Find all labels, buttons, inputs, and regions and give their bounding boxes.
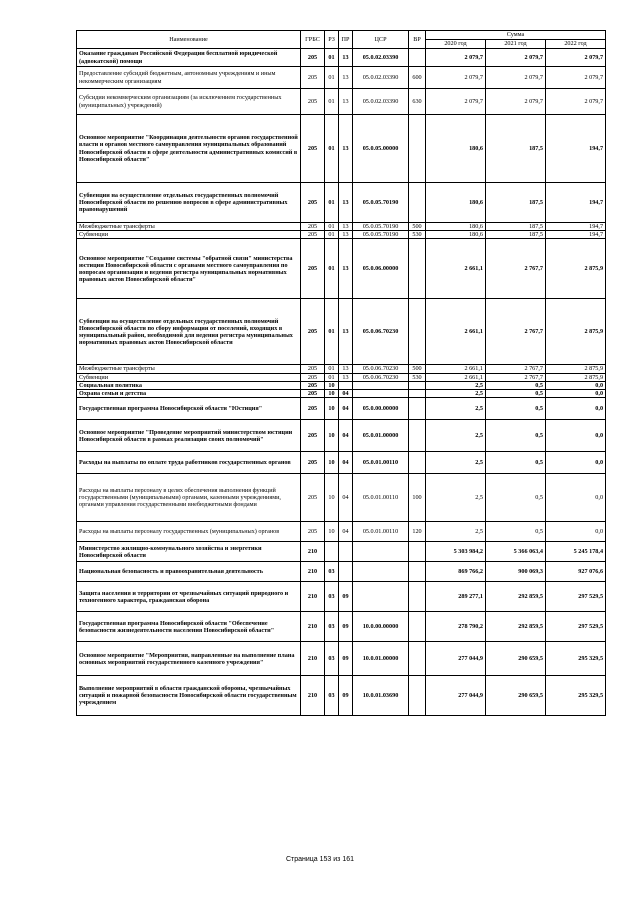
cell-name: Межбюджетные трансферты [77, 365, 301, 373]
cell-2020: 2 079,7 [426, 49, 486, 67]
cell-grbs: 205 [301, 452, 325, 474]
cell-vr: 500 [409, 365, 426, 373]
page-number: Страница 153 из 161 [285, 856, 355, 863]
cell-grbs: 210 [301, 612, 325, 642]
cell-vr [409, 542, 426, 562]
cell-csr: 10.0.01.00000 [353, 642, 409, 676]
table-row [77, 67, 606, 89]
header-year-2021: 2021 год [486, 40, 546, 49]
cell-2020: 180,6 [426, 183, 486, 223]
cell-name: Государственная программа Новосибирской области "Обеспечение безопасности жизнедеятельности населения Новосибирской области" [77, 612, 301, 642]
cell-vr: 630 [409, 89, 426, 115]
cell-2020: 2 661,1 [426, 373, 486, 381]
cell-vr: 100 [409, 474, 426, 522]
cell-2021: 900 069,3 [486, 562, 546, 582]
table-row [77, 642, 606, 676]
cell-2020: 277 044,9 [426, 676, 486, 716]
cell-vr [409, 642, 426, 676]
table-row [77, 299, 606, 365]
table-row [77, 231, 606, 239]
cell-rz: 01 [325, 115, 339, 183]
cell-csr: 05.0.06.00000 [353, 239, 409, 299]
cell-grbs: 205 [301, 420, 325, 452]
header-vr: ВР [409, 31, 426, 49]
cell-vr [409, 390, 426, 398]
cell-vr [409, 562, 426, 582]
cell-csr: 05.0.01.00110 [353, 522, 409, 542]
cell-2022: 2 079,7 [546, 67, 606, 89]
cell-csr: 05.0.01.00110 [353, 474, 409, 522]
cell-pr: 09 [339, 676, 353, 716]
cell-vr [409, 582, 426, 612]
cell-name: Субвенции [77, 373, 301, 381]
cell-2020: 2,5 [426, 390, 486, 398]
cell-vr [409, 676, 426, 716]
cell-csr: 10.0.01.03690 [353, 676, 409, 716]
cell-pr: 13 [339, 299, 353, 365]
cell-vr [409, 183, 426, 223]
cell-2022: 0,0 [546, 420, 606, 452]
cell-name: Субсидии некоммерческим организациям (за исключением государственных (муниципальных) учреждений) [77, 89, 301, 115]
cell-pr: 04 [339, 420, 353, 452]
cell-rz: 03 [325, 612, 339, 642]
cell-rz: 10 [325, 390, 339, 398]
cell-rz: 03 [325, 676, 339, 716]
cell-2022: 2 875,9 [546, 373, 606, 381]
cell-2020: 289 277,1 [426, 582, 486, 612]
cell-vr: 120 [409, 522, 426, 542]
cell-2022: 0,0 [546, 390, 606, 398]
cell-rz [325, 542, 339, 562]
cell-grbs: 210 [301, 542, 325, 562]
header-csr: ЦСР [353, 31, 409, 49]
cell-csr: 05.0.01.00110 [353, 452, 409, 474]
cell-2022: 2 875,9 [546, 299, 606, 365]
table-row [77, 474, 606, 522]
cell-grbs: 205 [301, 89, 325, 115]
cell-rz: 10 [325, 474, 339, 522]
cell-vr [409, 239, 426, 299]
cell-pr: 13 [339, 183, 353, 223]
cell-2020: 277 044,9 [426, 642, 486, 676]
cell-vr: 500 [409, 223, 426, 231]
cell-name: Основное мероприятие "Координация деятельности органов государственной власти и органов местного самоуправления муниципальных образований Новосибирской области в сфере деятельности административных комиссий в Новосибирской области" [77, 115, 301, 183]
cell-2021: 2 767,7 [486, 299, 546, 365]
cell-2020: 180,6 [426, 115, 486, 183]
cell-csr: 05.0.06.70230 [353, 365, 409, 373]
cell-pr: 09 [339, 582, 353, 612]
cell-pr: 13 [339, 89, 353, 115]
cell-2022: 194,7 [546, 223, 606, 231]
table-row [77, 562, 606, 582]
cell-pr: 13 [339, 49, 353, 67]
table-row [77, 365, 606, 373]
cell-2022: 2 875,9 [546, 365, 606, 373]
table-row [77, 452, 606, 474]
cell-pr: 13 [339, 67, 353, 89]
cell-name: Социальная политика [77, 381, 301, 389]
cell-grbs: 210 [301, 642, 325, 676]
table-row [77, 89, 606, 115]
cell-csr: 05.0.05.00000 [353, 115, 409, 183]
cell-2021: 187,5 [486, 223, 546, 231]
cell-name: Защита населения и территории от чрезвычайных ситуаций природного и техногенного характера, гражданская оборона [77, 582, 301, 612]
cell-vr [409, 420, 426, 452]
cell-pr: 13 [339, 231, 353, 239]
cell-rz: 03 [325, 642, 339, 676]
cell-grbs: 210 [301, 676, 325, 716]
cell-rz: 03 [325, 562, 339, 582]
table-row [77, 115, 606, 183]
cell-csr: 05.0.00.00000 [353, 398, 409, 420]
cell-2021: 187,5 [486, 183, 546, 223]
table-row [77, 381, 606, 389]
table-row [77, 49, 606, 67]
cell-rz: 01 [325, 231, 339, 239]
cell-grbs: 205 [301, 398, 325, 420]
cell-2022: 0,0 [546, 398, 606, 420]
cell-2021: 292 859,5 [486, 582, 546, 612]
header-pr: ПР [339, 31, 353, 49]
cell-grbs: 210 [301, 582, 325, 612]
table-row [77, 183, 606, 223]
cell-pr [339, 542, 353, 562]
table-row [77, 676, 606, 716]
table-row [77, 390, 606, 398]
cell-2021: 0,5 [486, 420, 546, 452]
cell-vr: 530 [409, 231, 426, 239]
cell-2020: 869 766,2 [426, 562, 486, 582]
cell-vr [409, 381, 426, 389]
cell-grbs: 205 [301, 115, 325, 183]
cell-pr: 13 [339, 373, 353, 381]
cell-vr [409, 452, 426, 474]
cell-name: Предоставление субсидий бюджетным, автономным учреждениям и иным некоммерческим организациям [77, 67, 301, 89]
table-row [77, 373, 606, 381]
cell-2021: 0,5 [486, 381, 546, 389]
cell-grbs: 205 [301, 365, 325, 373]
cell-2021: 2 079,7 [486, 49, 546, 67]
cell-grbs: 205 [301, 373, 325, 381]
cell-pr: 13 [339, 115, 353, 183]
table-row [77, 582, 606, 612]
cell-grbs: 205 [301, 390, 325, 398]
cell-pr: 04 [339, 390, 353, 398]
cell-name: Субвенции на осуществление отдельных государственных полномочий Новосибирской области по сбору информации от поселений, входящих в муниципальный район, необходимой для ведения регистра муниципальных нормативных правовых актов Новосибирской области [77, 299, 301, 365]
cell-2022: 295 329,5 [546, 642, 606, 676]
cell-2021: 187,5 [486, 115, 546, 183]
cell-2022: 0,0 [546, 452, 606, 474]
cell-pr: 04 [339, 452, 353, 474]
cell-2020: 5 303 984,2 [426, 542, 486, 562]
cell-2022: 2 079,7 [546, 49, 606, 67]
cell-pr: 04 [339, 522, 353, 542]
cell-rz: 03 [325, 582, 339, 612]
header-year-2020: 2020 год [426, 40, 486, 49]
cell-rz: 01 [325, 67, 339, 89]
cell-csr: 05.0.02.03390 [353, 89, 409, 115]
cell-2022: 0,0 [546, 381, 606, 389]
cell-2020: 2,5 [426, 398, 486, 420]
cell-grbs: 205 [301, 223, 325, 231]
cell-2021: 0,5 [486, 390, 546, 398]
cell-rz: 01 [325, 239, 339, 299]
budget-table-sheet [76, 30, 605, 716]
table-row [77, 223, 606, 231]
cell-csr: 05.0.05.70190 [353, 231, 409, 239]
cell-2022: 927 076,6 [546, 562, 606, 582]
cell-name: Охрана семьи и детства [77, 390, 301, 398]
cell-name: Основное мероприятие "Создание системы "обратной связи" министерства юстиции Новосибирской области с органами местного самоуправления по вопросам организации и ведения регистра муниципальных нормативных правовых актов Новосибирской области" [77, 239, 301, 299]
cell-rz: 01 [325, 49, 339, 67]
cell-name: Межбюджетные трансферты [77, 223, 301, 231]
cell-vr [409, 49, 426, 67]
cell-grbs: 205 [301, 381, 325, 389]
cell-rz: 01 [325, 183, 339, 223]
table-row [77, 420, 606, 452]
cell-csr: 05.0.01.00000 [353, 420, 409, 452]
cell-csr: 10.0.00.00000 [353, 612, 409, 642]
cell-2020: 2,5 [426, 474, 486, 522]
cell-2020: 2 661,1 [426, 299, 486, 365]
cell-name: Основное мероприятие "Проведение мероприятий министерством юстиции Новосибирской области в рамках реализации своих полномочий" [77, 420, 301, 452]
cell-vr [409, 115, 426, 183]
cell-vr [409, 398, 426, 420]
cell-2021: 0,5 [486, 474, 546, 522]
cell-pr [339, 562, 353, 582]
table-row [77, 612, 606, 642]
cell-rz: 10 [325, 522, 339, 542]
cell-pr: 09 [339, 642, 353, 676]
cell-2022: 297 529,5 [546, 612, 606, 642]
cell-2021: 5 366 063,4 [486, 542, 546, 562]
cell-2020: 2,5 [426, 522, 486, 542]
cell-name: Оказание гражданам Российской Федерации бесплатной юридической (адвокатской) помощи [77, 49, 301, 67]
cell-rz: 10 [325, 398, 339, 420]
cell-2020: 2 079,7 [426, 89, 486, 115]
table-body [77, 49, 606, 716]
cell-vr: 530 [409, 373, 426, 381]
table-row [77, 239, 606, 299]
cell-grbs: 205 [301, 231, 325, 239]
cell-name: Субвенции [77, 231, 301, 239]
cell-pr [339, 381, 353, 389]
cell-2020: 2,5 [426, 420, 486, 452]
header-sum: Сумма [426, 31, 606, 40]
cell-2021: 0,5 [486, 452, 546, 474]
cell-2021: 2 079,7 [486, 67, 546, 89]
cell-csr: 05.0.06.70230 [353, 373, 409, 381]
cell-csr [353, 381, 409, 389]
cell-2022: 2 875,9 [546, 239, 606, 299]
cell-rz: 01 [325, 373, 339, 381]
cell-2022: 2 079,7 [546, 89, 606, 115]
cell-pr: 13 [339, 365, 353, 373]
cell-name: Государственная программа Новосибирской области "Юстиция" [77, 398, 301, 420]
header-name: Наименование [77, 31, 301, 49]
cell-csr [353, 562, 409, 582]
cell-csr: 05.0.05.70190 [353, 183, 409, 223]
header-year-2022: 2022 год [546, 40, 606, 49]
cell-grbs: 205 [301, 239, 325, 299]
cell-name: Субвенции на осуществление отдельных государственных полномочий Новосибирской области по решению вопросов в сфере административных правонарушений [77, 183, 301, 223]
cell-pr: 13 [339, 223, 353, 231]
cell-vr [409, 299, 426, 365]
header-grbs: ГРБС [301, 31, 325, 49]
cell-pr: 04 [339, 474, 353, 522]
cell-name: Основное мероприятие "Мероприятия, направленные на выполнение плана основных мероприятий государственного казенного учреждения" [77, 642, 301, 676]
cell-pr: 04 [339, 398, 353, 420]
cell-2021: 2 767,7 [486, 239, 546, 299]
cell-vr: 600 [409, 67, 426, 89]
cell-2020: 278 790,2 [426, 612, 486, 642]
cell-2022: 0,0 [546, 474, 606, 522]
cell-rz: 01 [325, 365, 339, 373]
cell-csr [353, 542, 409, 562]
table-row [77, 398, 606, 420]
cell-2020: 2,5 [426, 381, 486, 389]
cell-rz: 10 [325, 420, 339, 452]
cell-2020: 180,6 [426, 223, 486, 231]
cell-2021: 0,5 [486, 522, 546, 542]
cell-2021: 2 079,7 [486, 89, 546, 115]
cell-2021: 2 767,7 [486, 365, 546, 373]
cell-2022: 194,7 [546, 115, 606, 183]
cell-2020: 2 661,1 [426, 365, 486, 373]
cell-2022: 0,0 [546, 522, 606, 542]
cell-grbs: 205 [301, 183, 325, 223]
cell-rz: 10 [325, 381, 339, 389]
cell-csr: 05.0.02.03390 [353, 49, 409, 67]
cell-2022: 297 529,5 [546, 582, 606, 612]
cell-grbs: 205 [301, 474, 325, 522]
cell-pr: 13 [339, 239, 353, 299]
cell-2021: 2 767,7 [486, 373, 546, 381]
cell-csr: 05.0.02.03390 [353, 67, 409, 89]
cell-name: Национальная безопасность и правоохранительная деятельность [77, 562, 301, 582]
cell-2021: 290 659,5 [486, 642, 546, 676]
cell-name: Расходы на выплаты персоналу государственных (муниципальных) органов [77, 522, 301, 542]
cell-name: Расходы на выплаты персоналу в целях обеспечения выполнения функций государственными (муниципальными) органами, казенными учреждениями, органами управления государственными внебюджетными фондами [77, 474, 301, 522]
cell-2022: 295 329,5 [546, 676, 606, 716]
cell-2020: 180,6 [426, 231, 486, 239]
cell-grbs: 205 [301, 49, 325, 67]
cell-rz: 01 [325, 223, 339, 231]
cell-rz: 01 [325, 89, 339, 115]
cell-rz: 10 [325, 452, 339, 474]
cell-2022: 194,7 [546, 231, 606, 239]
cell-2022: 5 245 178,4 [546, 542, 606, 562]
cell-pr: 09 [339, 612, 353, 642]
cell-name: Расходы на выплаты по оплате труда работников государственных органов [77, 452, 301, 474]
cell-grbs: 205 [301, 522, 325, 542]
cell-2021: 290 659,5 [486, 676, 546, 716]
cell-vr [409, 612, 426, 642]
cell-name: Выполнение мероприятий в области гражданской обороны, чрезвычайных ситуаций и пожарной безопасности Новосибирской области государственным учреждением [77, 676, 301, 716]
table-row [77, 522, 606, 542]
cell-2020: 2,5 [426, 452, 486, 474]
cell-2020: 2 079,7 [426, 67, 486, 89]
cell-csr [353, 582, 409, 612]
cell-csr: 05.0.06.70230 [353, 299, 409, 365]
cell-grbs: 205 [301, 67, 325, 89]
cell-csr: 05.0.05.70190 [353, 223, 409, 231]
cell-2021: 187,5 [486, 231, 546, 239]
cell-2021: 292 859,5 [486, 612, 546, 642]
cell-rz: 01 [325, 299, 339, 365]
cell-2020: 2 661,1 [426, 239, 486, 299]
cell-grbs: 210 [301, 562, 325, 582]
cell-2022: 194,7 [546, 183, 606, 223]
budget-table [76, 30, 606, 716]
header-rz: РЗ [325, 31, 339, 49]
cell-2021: 0,5 [486, 398, 546, 420]
cell-csr [353, 390, 409, 398]
table-row [77, 542, 606, 562]
cell-name: Министерство жилищно-коммунального хозяйства и энергетики Новосибирской области [77, 542, 301, 562]
cell-grbs: 205 [301, 299, 325, 365]
